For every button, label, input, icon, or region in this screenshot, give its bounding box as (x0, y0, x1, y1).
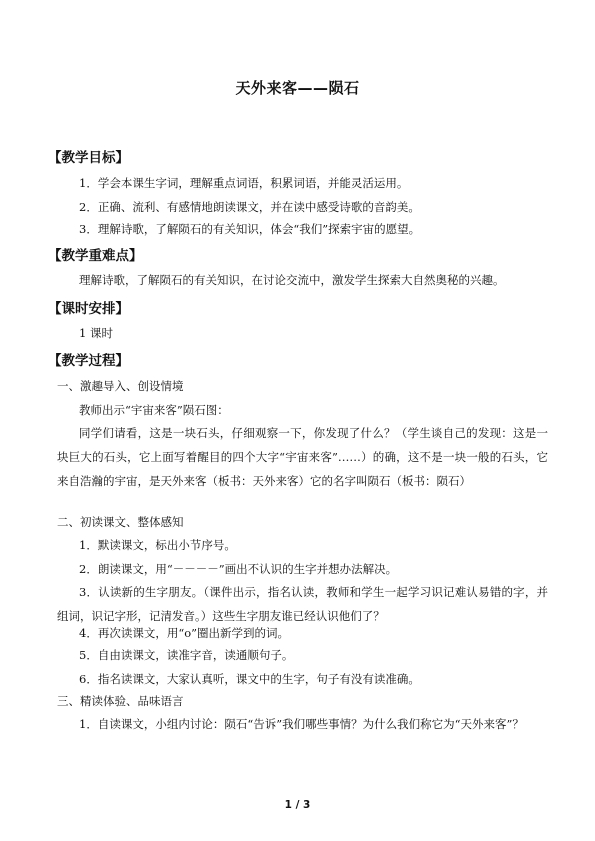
process-part2-item-5: 5．自由读课文，读准字音，读通顺句子。 (79, 648, 294, 662)
process-part2-item-2: 2．朗读课文，用“－－－－”画出不认识的生字并想办法解决。 (79, 562, 398, 576)
process-part2-item-6: 6．指名读课文，大家认真听，课文中的生字，句子有没有读准确。 (79, 672, 420, 686)
process-part1-title: 一、激趣导入、创设情境 (57, 379, 184, 393)
process-part3-title: 三、精读体验、品味语言 (57, 694, 184, 708)
process-part1-line1: 教师出示“宇宙来客”陨石图： (79, 403, 229, 417)
section-heading-goals: 【教学目标】 (48, 150, 129, 166)
process-part3-item-1: 1．自读课文，小组内讨论：陨石“告诉”我们哪些事情？为什么我们称它为“天外来客”？ (79, 717, 524, 731)
process-part2-item-3: 3．认读新的生字朋友。（课件出示，指名认读，教师和学生一起学习识记难认易错的字，并组词，识记字形，记清发音。）这些生字朋友谁已经认识他们了？ (57, 585, 548, 623)
document-title: 天外来客——陨石 (235, 79, 360, 97)
key-points-text: 理解诗歌，了解陨石的有关知识，在讨论交流中，激发学生探索大自然奥秘的兴趣。 (79, 273, 505, 287)
section-heading-process: 【教学过程】 (48, 353, 129, 369)
section-heading-schedule: 【课时安排】 (48, 301, 129, 317)
process-part1-paragraph: 同学们请看，这是一块石头，仔细观察一下，你发现了什么？（学生谈自己的发现：这是一块巨大的石头，它上面写着醒目的四个大字“宇宙来客”……）的确，这不是一块一般的石头，它来自浩瀚的宇宙，是天外来客（板书：天外来客）它的名字叫陨石（板书：陨石） (57, 426, 548, 488)
schedule-text: 1 课时 (79, 326, 113, 340)
process-part2-title: 二、初读课文、整体感知 (57, 515, 184, 529)
goal-item-2: 2．正确、流利、有感情地朗读课文，并在读中感受诗歌的音韵美。 (79, 200, 420, 214)
goal-item-1: 1．学会本课生字词，理解重点词语，积累词语，并能灵活运用。 (79, 176, 409, 190)
page-number: 1 / 3 (284, 799, 311, 811)
goal-item-3: 3．理解诗歌，了解陨石的有关知识，体会“我们”探索宇宙的愿望。 (79, 222, 421, 236)
process-part2-item-4: 4．再次读课文，用“o”圈出新学到的词。 (79, 626, 289, 640)
process-part2-item-1: 1．默读课文，标出小节序号。 (79, 538, 236, 552)
section-heading-key-points: 【教学重难点】 (48, 248, 143, 264)
